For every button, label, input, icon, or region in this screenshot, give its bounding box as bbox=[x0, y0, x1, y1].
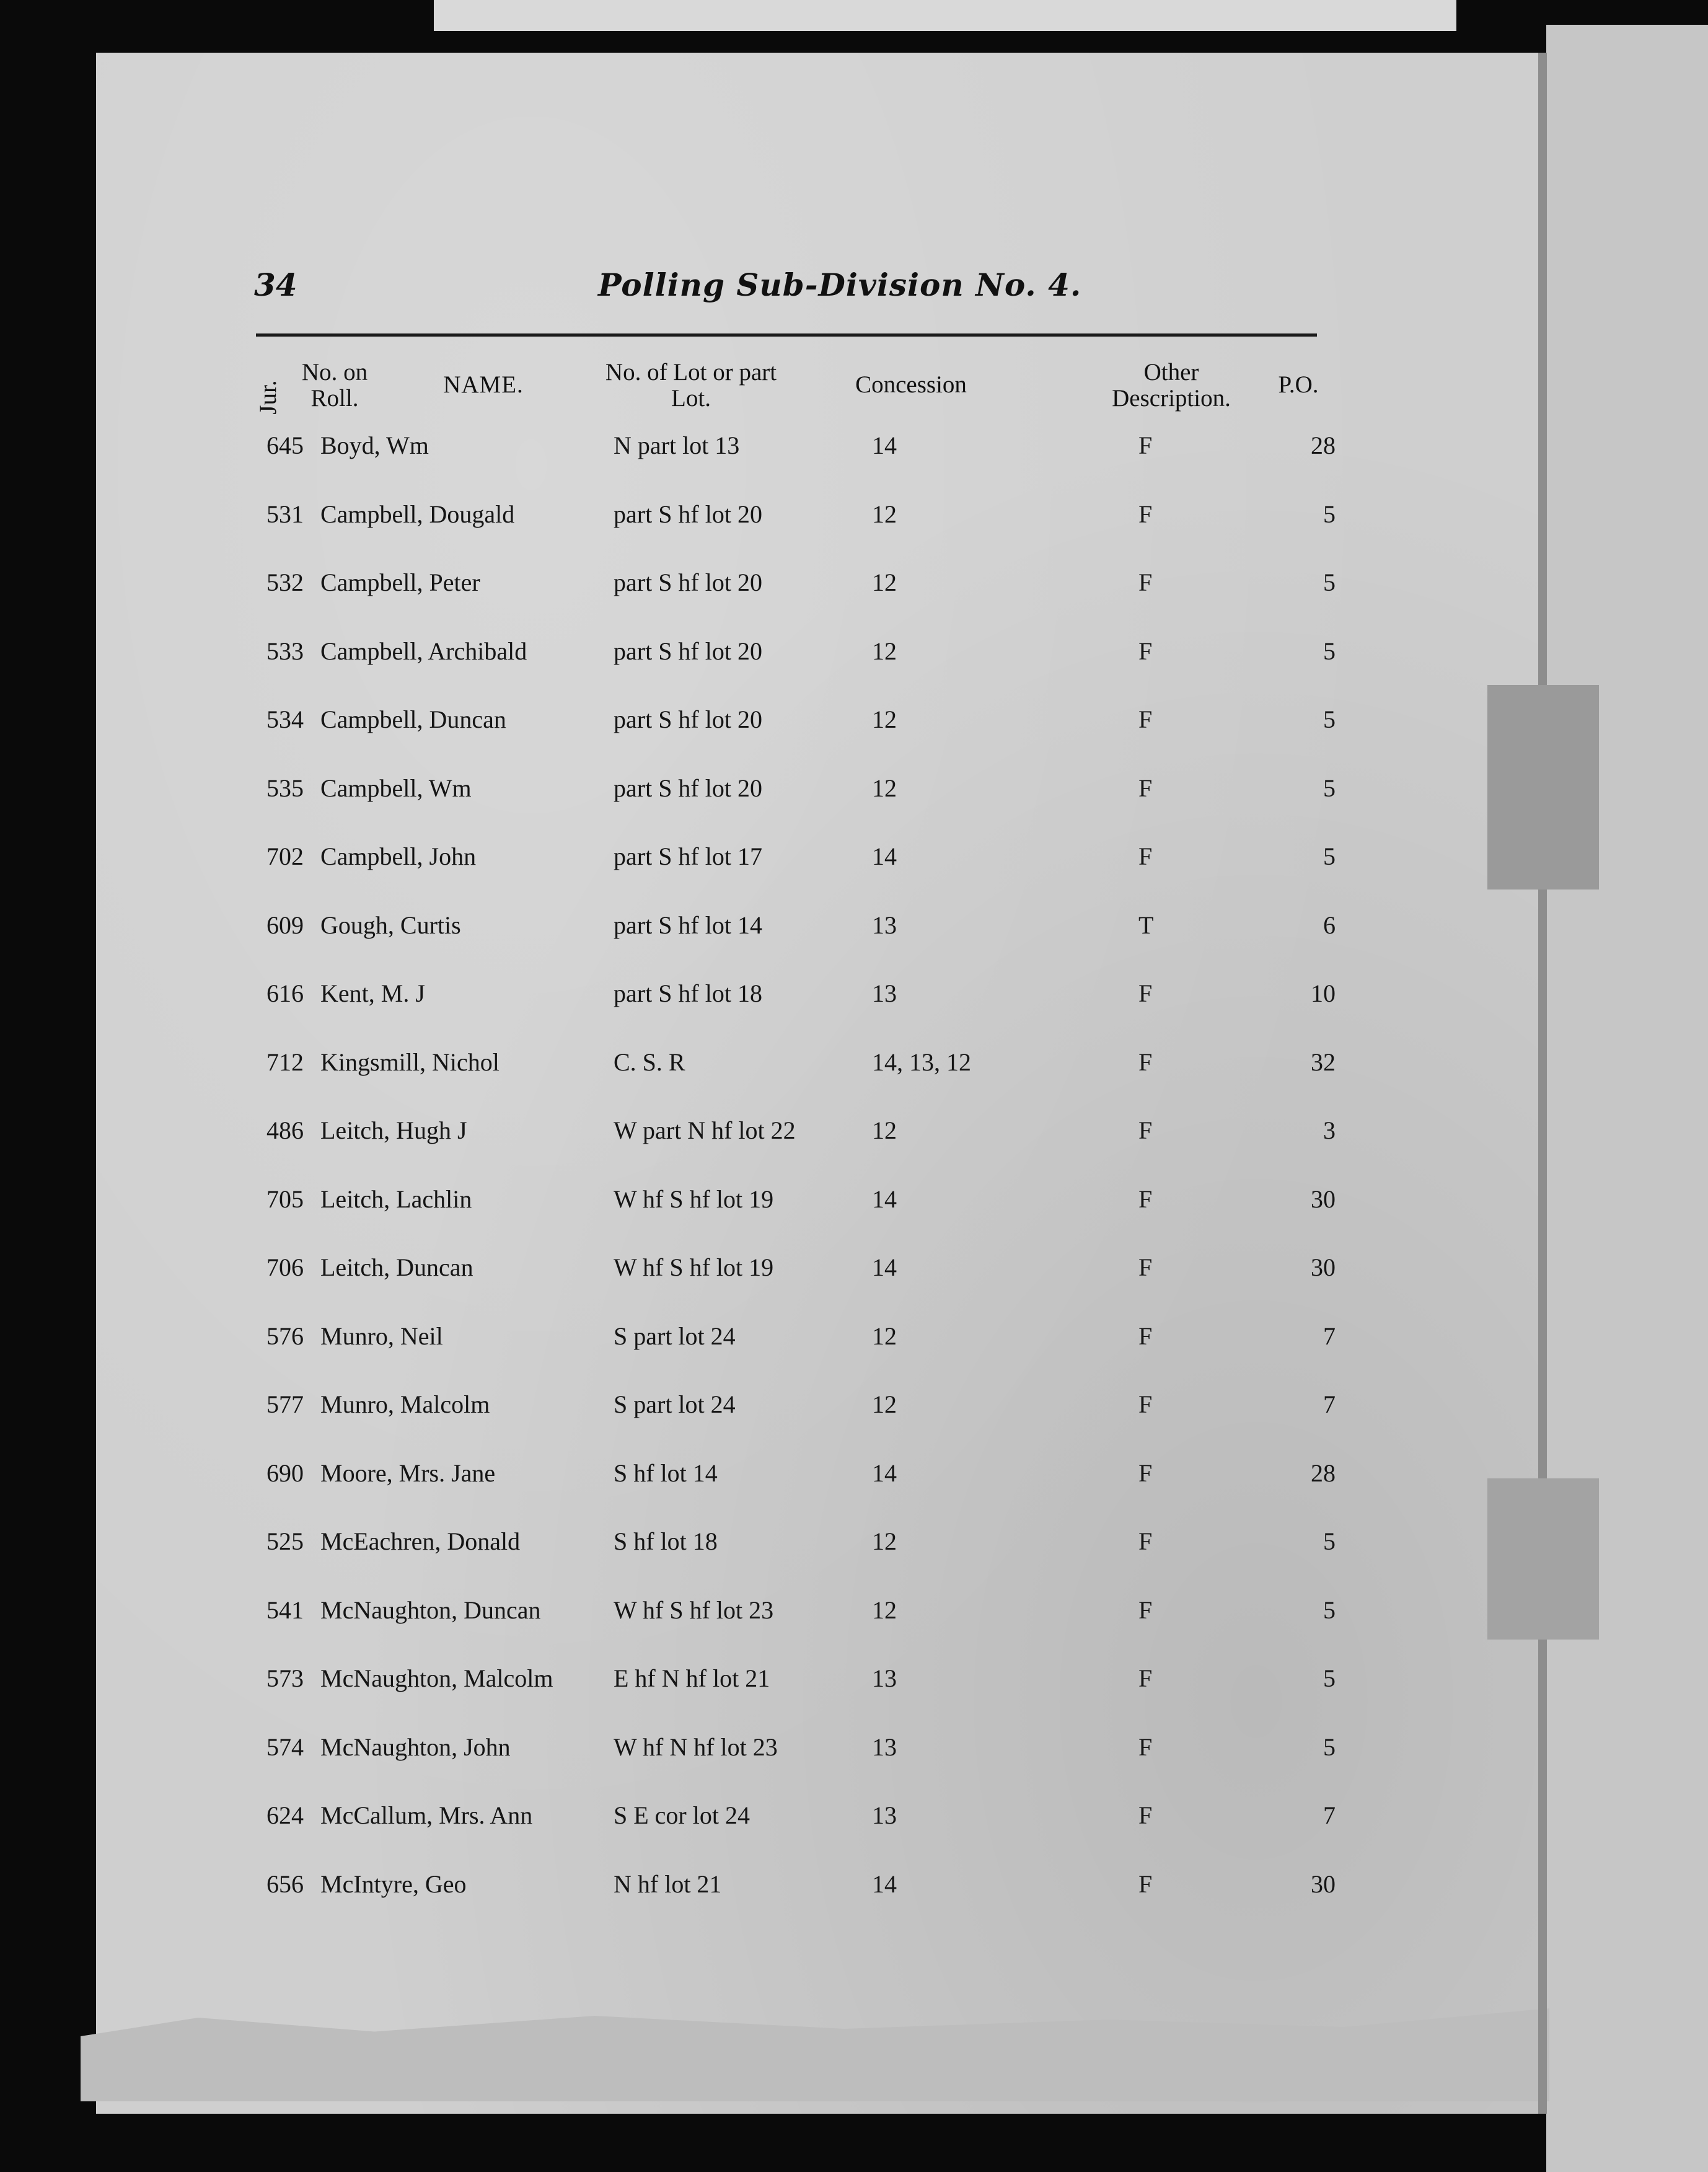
roll-number: 656 bbox=[266, 1870, 304, 1898]
roll-number: 534 bbox=[266, 705, 304, 733]
roll-number: 705 bbox=[266, 1185, 304, 1213]
post-office: 5 bbox=[1323, 500, 1336, 528]
other-description: F bbox=[1138, 1390, 1153, 1418]
other-description: F bbox=[1138, 1596, 1153, 1624]
lot-description: W hf S hf lot 19 bbox=[614, 1185, 774, 1213]
lot-description: N part lot 13 bbox=[614, 431, 740, 459]
voter-name: Leitch, Duncan bbox=[320, 1253, 473, 1281]
concession: 13 bbox=[872, 1801, 897, 1829]
post-office: 5 bbox=[1323, 842, 1336, 870]
voter-name: Campbell, John bbox=[320, 842, 477, 870]
binding-fold bbox=[1538, 53, 1547, 2114]
voter-list bbox=[263, 431, 1348, 1938]
page-number: 34 bbox=[254, 267, 297, 303]
lot-description: S part lot 24 bbox=[614, 1390, 736, 1418]
voter-name: Kingsmill, Nichol bbox=[320, 1048, 500, 1076]
post-office: 30 bbox=[1311, 1253, 1336, 1281]
roll-number: 577 bbox=[266, 1390, 304, 1418]
other-description: F bbox=[1138, 568, 1153, 596]
concession: 14 bbox=[872, 431, 897, 459]
list-item bbox=[263, 637, 1348, 705]
post-office: 7 bbox=[1323, 1390, 1336, 1418]
concession: 12 bbox=[872, 1390, 897, 1418]
other-description: F bbox=[1138, 1185, 1153, 1213]
column-header-lot: No. of Lot or part Lot. bbox=[605, 359, 777, 412]
roll-number: 541 bbox=[266, 1596, 304, 1624]
voter-name: Munro, Neil bbox=[320, 1322, 443, 1350]
concession: 12 bbox=[872, 774, 897, 802]
post-office: 28 bbox=[1311, 1459, 1336, 1487]
roll-number: 531 bbox=[266, 500, 304, 528]
voter-name: McNaughton, Duncan bbox=[320, 1596, 541, 1624]
list-item bbox=[263, 1390, 1348, 1459]
other-description: F bbox=[1138, 1733, 1153, 1761]
post-office: 5 bbox=[1323, 637, 1336, 665]
concession: 14 bbox=[872, 842, 897, 870]
lot-description: S hf lot 14 bbox=[614, 1459, 718, 1487]
concession: 12 bbox=[872, 1322, 897, 1350]
roll-number: 706 bbox=[266, 1253, 304, 1281]
column-header-name: NAME. bbox=[443, 371, 524, 398]
column-header-concession: Concession bbox=[855, 371, 967, 398]
page-header bbox=[254, 267, 1323, 316]
page-title: Polling Sub-Division No. 4. bbox=[598, 267, 1082, 303]
voter-name: Moore, Mrs. Jane bbox=[320, 1459, 496, 1487]
list-item bbox=[263, 1185, 1348, 1253]
other-description: F bbox=[1138, 1459, 1153, 1487]
post-office: 5 bbox=[1323, 774, 1336, 802]
lot-description: part S hf lot 20 bbox=[614, 500, 762, 528]
other-description: F bbox=[1138, 1322, 1153, 1350]
concession: 12 bbox=[872, 1116, 897, 1144]
post-office: 5 bbox=[1323, 568, 1336, 596]
roll-number: 573 bbox=[266, 1664, 304, 1692]
top-paper-edge bbox=[434, 0, 1456, 31]
lot-description: part S hf lot 17 bbox=[614, 842, 762, 870]
concession: 12 bbox=[872, 568, 897, 596]
concession: 14 bbox=[872, 1185, 897, 1213]
list-item bbox=[263, 1116, 1348, 1185]
post-office: 32 bbox=[1311, 1048, 1336, 1076]
list-item bbox=[263, 1664, 1348, 1733]
post-office: 5 bbox=[1323, 1664, 1336, 1692]
roll-number: 533 bbox=[266, 637, 304, 665]
lot-description: C. S. R bbox=[614, 1048, 685, 1076]
lot-description: part S hf lot 20 bbox=[614, 774, 762, 802]
other-description: F bbox=[1138, 1253, 1153, 1281]
list-item bbox=[263, 1459, 1348, 1527]
list-item bbox=[263, 568, 1348, 637]
concession: 13 bbox=[872, 1733, 897, 1761]
concession: 12 bbox=[872, 705, 897, 733]
roll-number: 535 bbox=[266, 774, 304, 802]
other-description: F bbox=[1138, 1527, 1153, 1555]
voter-name: Campbell, Archibald bbox=[320, 637, 527, 665]
voter-name: Munro, Malcolm bbox=[320, 1390, 490, 1418]
column-header-po: P.O. bbox=[1278, 371, 1319, 398]
other-description: F bbox=[1138, 500, 1153, 528]
voter-name: Boyd, Wm bbox=[320, 431, 429, 459]
other-description: F bbox=[1138, 1801, 1153, 1829]
concession: 13 bbox=[872, 979, 897, 1007]
list-item bbox=[263, 1527, 1348, 1596]
concession: 12 bbox=[872, 500, 897, 528]
column-header-roll: No. on Roll. bbox=[301, 359, 368, 412]
post-office: 30 bbox=[1311, 1185, 1336, 1213]
concession: 14, 13, 12 bbox=[872, 1048, 971, 1076]
other-description: F bbox=[1138, 1870, 1153, 1898]
lot-description: S E cor lot 24 bbox=[614, 1801, 750, 1829]
concession: 12 bbox=[872, 637, 897, 665]
voter-name: Kent, M. J bbox=[320, 979, 425, 1007]
concession: 13 bbox=[872, 911, 897, 939]
roll-number: 645 bbox=[266, 431, 304, 459]
concession: 14 bbox=[872, 1459, 897, 1487]
roll-number: 576 bbox=[266, 1322, 304, 1350]
voter-name: Campbell, Duncan bbox=[320, 705, 506, 733]
list-item bbox=[263, 1801, 1348, 1870]
other-description: F bbox=[1138, 637, 1153, 665]
voter-name: McEachren, Donald bbox=[320, 1527, 521, 1555]
other-description: F bbox=[1138, 979, 1153, 1007]
post-office: 5 bbox=[1323, 705, 1336, 733]
voter-name: Campbell, Dougald bbox=[320, 500, 515, 528]
roll-number: 702 bbox=[266, 842, 304, 870]
column-header-jur: Jur. bbox=[254, 380, 281, 415]
header-rule bbox=[256, 333, 1317, 337]
concession: 14 bbox=[872, 1870, 897, 1898]
paper-tear-upper bbox=[1487, 685, 1599, 890]
voter-name: Campbell, Peter bbox=[320, 568, 480, 596]
post-office: 7 bbox=[1323, 1801, 1336, 1829]
list-item bbox=[263, 431, 1348, 500]
lot-description: W hf S hf lot 23 bbox=[614, 1596, 774, 1624]
other-description: F bbox=[1138, 705, 1153, 733]
adjacent-page-edge bbox=[1546, 25, 1708, 2172]
voter-name: Leitch, Hugh J bbox=[320, 1116, 467, 1144]
roll-number: 525 bbox=[266, 1527, 304, 1555]
list-item bbox=[263, 1870, 1348, 1938]
paper-tear-lower bbox=[1487, 1478, 1599, 1640]
list-item bbox=[263, 1733, 1348, 1801]
post-office: 10 bbox=[1311, 979, 1336, 1007]
roll-number: 690 bbox=[266, 1459, 304, 1487]
roll-number: 486 bbox=[266, 1116, 304, 1144]
voter-name: Leitch, Lachlin bbox=[320, 1185, 472, 1213]
concession: 13 bbox=[872, 1664, 897, 1692]
lot-description: W hf N hf lot 23 bbox=[614, 1733, 778, 1761]
other-description: F bbox=[1138, 1116, 1153, 1144]
list-item bbox=[263, 842, 1348, 911]
post-office: 6 bbox=[1323, 911, 1336, 939]
other-description: F bbox=[1138, 774, 1153, 802]
list-item bbox=[263, 705, 1348, 774]
lot-description: W part N hf lot 22 bbox=[614, 1116, 796, 1144]
list-item bbox=[263, 911, 1348, 979]
concession: 12 bbox=[872, 1527, 897, 1555]
roll-number: 624 bbox=[266, 1801, 304, 1829]
voter-name: Campbell, Wm bbox=[320, 774, 472, 802]
lot-description: N hf lot 21 bbox=[614, 1870, 722, 1898]
roll-number: 616 bbox=[266, 979, 304, 1007]
concession: 12 bbox=[872, 1596, 897, 1624]
lot-description: part S hf lot 20 bbox=[614, 637, 762, 665]
list-item bbox=[263, 1322, 1348, 1390]
lot-description: part S hf lot 14 bbox=[614, 911, 762, 939]
post-office: 5 bbox=[1323, 1733, 1336, 1761]
lot-description: part S hf lot 18 bbox=[614, 979, 762, 1007]
lot-description: W hf S hf lot 19 bbox=[614, 1253, 774, 1281]
roll-number: 532 bbox=[266, 568, 304, 596]
post-office: 5 bbox=[1323, 1596, 1336, 1624]
lot-description: E hf N hf lot 21 bbox=[614, 1664, 770, 1692]
post-office: 28 bbox=[1311, 431, 1336, 459]
voter-name: McCallum, Mrs. Ann bbox=[320, 1801, 533, 1829]
lot-description: part S hf lot 20 bbox=[614, 705, 762, 733]
post-office: 3 bbox=[1323, 1116, 1336, 1144]
other-description: T bbox=[1138, 911, 1154, 939]
voter-name: McNaughton, Malcolm bbox=[320, 1664, 553, 1692]
other-description: F bbox=[1138, 1664, 1153, 1692]
list-item bbox=[263, 1253, 1348, 1322]
list-item bbox=[263, 774, 1348, 842]
lot-description: S hf lot 18 bbox=[614, 1527, 718, 1555]
roll-number: 609 bbox=[266, 911, 304, 939]
roll-number: 712 bbox=[266, 1048, 304, 1076]
concession: 14 bbox=[872, 1253, 897, 1281]
post-office: 7 bbox=[1323, 1322, 1336, 1350]
other-description: F bbox=[1138, 1048, 1153, 1076]
voter-name: McNaughton, John bbox=[320, 1733, 511, 1761]
list-item bbox=[263, 500, 1348, 568]
post-office: 30 bbox=[1311, 1870, 1336, 1898]
list-item bbox=[263, 1596, 1348, 1664]
voter-name: McIntyre, Geo bbox=[320, 1870, 467, 1898]
lot-description: S part lot 24 bbox=[614, 1322, 736, 1350]
list-item bbox=[263, 1048, 1348, 1116]
list-item bbox=[263, 979, 1348, 1048]
lot-description: part S hf lot 20 bbox=[614, 568, 762, 596]
voter-name: Gough, Curtis bbox=[320, 911, 461, 939]
post-office: 5 bbox=[1323, 1527, 1336, 1555]
roll-number: 574 bbox=[266, 1733, 304, 1761]
column-header-other-description: Other Description. bbox=[1112, 359, 1231, 412]
other-description: F bbox=[1138, 842, 1153, 870]
other-description: F bbox=[1138, 431, 1153, 459]
